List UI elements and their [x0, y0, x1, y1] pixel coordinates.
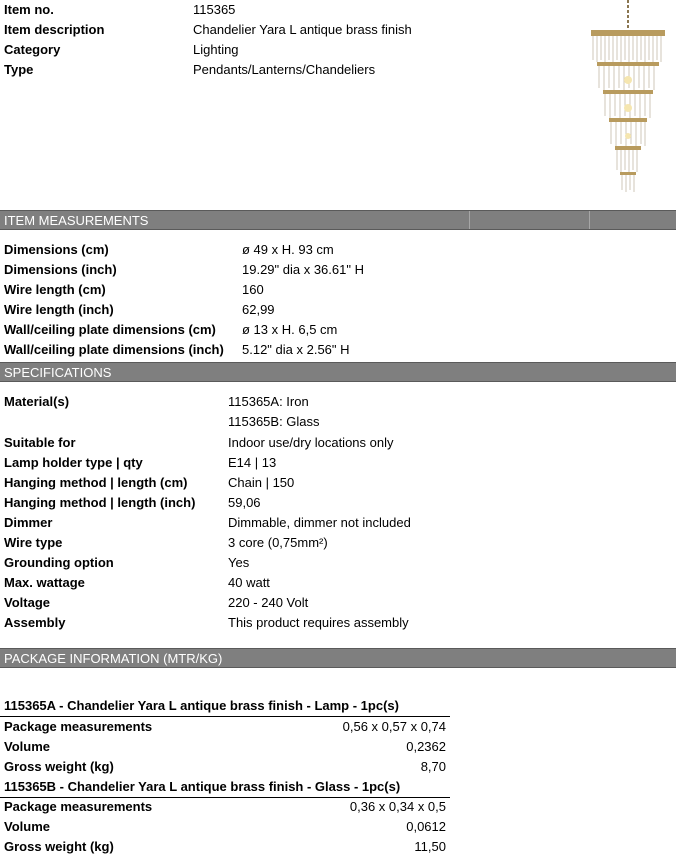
- spec-label: Assembly: [4, 615, 66, 630]
- spec-row-material: [0, 392, 676, 412]
- spec-row: [0, 533, 676, 553]
- bar-divider: [589, 211, 590, 229]
- measurement-row: [0, 340, 676, 360]
- spec-value: This product requires assembly: [228, 615, 409, 630]
- spec-row: [0, 593, 676, 613]
- measurement-value: 5.12" dia x 2.56" H: [242, 342, 350, 357]
- package-value: 0,0612: [406, 819, 446, 834]
- section-bar-item-measurements: [0, 210, 676, 230]
- spec-label: Dimmer: [4, 515, 53, 530]
- bar-divider: [469, 211, 470, 229]
- spec-row: [0, 613, 676, 633]
- item-description-label: Item description: [4, 22, 105, 37]
- spec-row-material-b: [0, 412, 676, 432]
- spec-label: Suitable for: [4, 435, 76, 450]
- package-value: 11,50: [414, 839, 446, 854]
- spec-row: [0, 453, 676, 473]
- spec-value: 3 core (0,75mm²): [228, 535, 328, 550]
- spec-value: E14 | 13: [228, 455, 277, 470]
- measurement-row: [0, 240, 676, 260]
- package-value: 8,70: [420, 759, 446, 774]
- section-title-item-measurements: ITEM MEASUREMENTS: [4, 213, 149, 228]
- category-value: Lighting: [193, 42, 239, 57]
- section-title-specifications: SPECIFICATIONS: [4, 365, 112, 380]
- spec-row: [0, 493, 676, 513]
- package-row: [0, 757, 450, 777]
- spec-label: Voltage: [4, 595, 50, 610]
- spec-value: 115365A: Iron: [228, 394, 309, 409]
- section-title-package-information: PACKAGE INFORMATION (MTR/KG): [4, 651, 223, 666]
- measurement-row: [0, 300, 676, 320]
- measurement-value: ø 13 x H. 6,5 cm: [242, 322, 338, 337]
- spec-value: Chain | 150: [228, 475, 295, 490]
- measurement-value: 62,99: [242, 302, 275, 317]
- package-row: [0, 797, 450, 817]
- category-label: Category: [4, 42, 61, 57]
- package-label: Package measurements: [4, 719, 153, 734]
- chandelier-icon: [583, 0, 673, 195]
- spec-label: Grounding option: [4, 555, 114, 570]
- measurement-label: Wall/ceiling plate dimensions (inch): [4, 342, 224, 357]
- package-label: Volume: [4, 739, 50, 754]
- type-label: Type: [4, 62, 34, 77]
- measurement-label: Dimensions (inch): [4, 262, 117, 277]
- package-label: Gross weight (kg): [4, 759, 114, 774]
- spec-label: Lamp holder type | qty: [4, 455, 143, 470]
- measurement-label: Wire length (inch): [4, 302, 114, 317]
- measurement-row: [0, 320, 676, 340]
- measurement-row: [0, 260, 676, 280]
- spec-row: [0, 573, 676, 593]
- spec-value: 115365B: Glass: [228, 414, 320, 429]
- spec-value: Indoor use/dry locations only: [228, 435, 394, 450]
- package-row: [0, 717, 450, 737]
- spec-row: [0, 473, 676, 493]
- spec-value: 40 watt: [228, 575, 270, 590]
- spec-label: Hanging method | length (inch): [4, 495, 196, 510]
- measurement-row: [0, 280, 676, 300]
- section-bar-specifications: [0, 362, 676, 382]
- package-title: 115365A - Chandelier Yara L antique brass finish - Lamp - 1pc(s): [4, 698, 399, 713]
- spec-value: 59,06: [228, 495, 261, 510]
- package-row: [0, 817, 450, 837]
- package-value: 0,36 x 0,34 x 0,5: [349, 799, 446, 814]
- measurement-value: 19.29" dia x 36.61" H: [242, 262, 364, 277]
- spec-value: Yes: [228, 555, 250, 570]
- spec-row: [0, 553, 676, 573]
- measurement-label: Wall/ceiling plate dimensions (cm): [4, 322, 216, 337]
- package-label: Gross weight (kg): [4, 839, 114, 854]
- spec-label: Hanging method | length (cm): [4, 475, 188, 490]
- section-bar-package-information: [0, 648, 676, 668]
- spec-value: 220 - 240 Volt: [228, 595, 309, 610]
- package-row: [0, 737, 450, 757]
- item-no-label: Item no.: [4, 2, 54, 17]
- item-description-value: Chandelier Yara L antique brass finish: [193, 22, 412, 37]
- package-label: Volume: [4, 819, 50, 834]
- spec-label: Wire type: [4, 535, 63, 550]
- package-row: [0, 837, 450, 857]
- measurement-label: Wire length (cm): [4, 282, 106, 297]
- package-title: 115365B - Chandelier Yara L antique brass finish - Glass - 1pc(s): [4, 779, 401, 794]
- measurement-label: Dimensions (cm): [4, 242, 109, 257]
- item-no-value: 115365: [193, 2, 236, 17]
- type-value: Pendants/Lanterns/Chandeliers: [193, 62, 376, 77]
- measurement-value: 160: [242, 282, 264, 297]
- spec-label: Material(s): [4, 394, 70, 409]
- spec-row: [0, 433, 676, 453]
- spec-label: Max. wattage: [4, 575, 85, 590]
- package-label: Package measurements: [4, 799, 153, 814]
- measurement-value: ø 49 x H. 93 cm: [242, 242, 334, 257]
- package-value: 0,56 x 0,57 x 0,74: [342, 719, 446, 734]
- spec-row: [0, 513, 676, 533]
- spec-value: Dimmable, dimmer not included: [228, 515, 411, 530]
- package-value: 0,2362: [406, 739, 446, 754]
